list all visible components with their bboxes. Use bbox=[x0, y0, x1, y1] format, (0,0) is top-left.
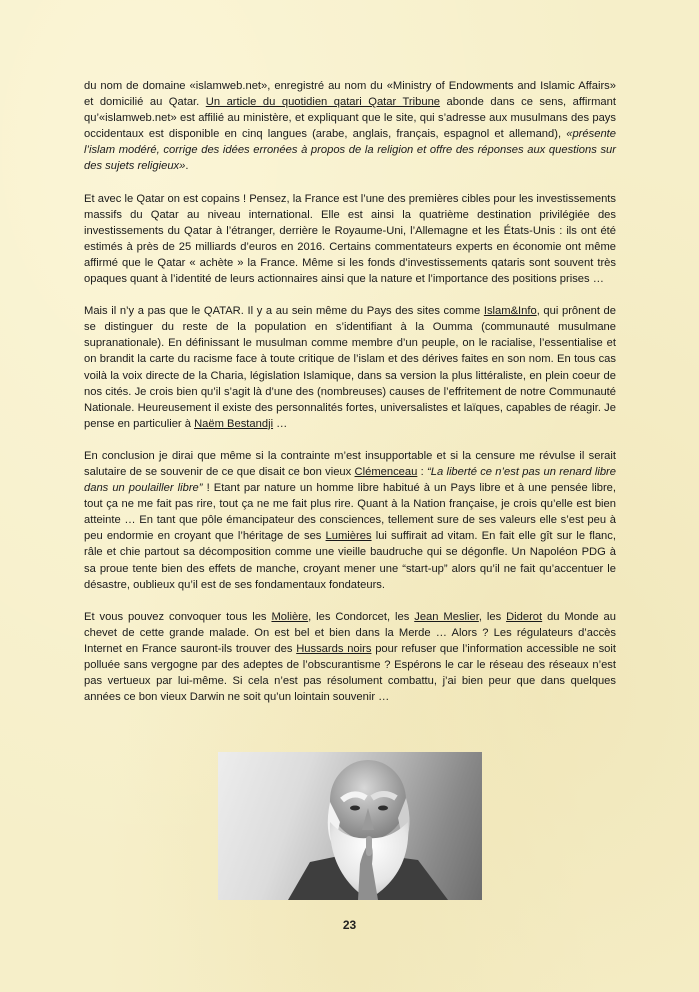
text-span: abonde dans ce sens, affirmant qu’«islamweb.net» est affilié au ministère, et expliquant que le site, qui s’adresse aux musulmans des pays occidentaux est disponible en cinq langues (arabe, anglais, français, espagnol et allemand), bbox=[84, 96, 616, 141]
quote-text: «présente l’islam modéré, corrige des idées erronées à propos de la religion et offre des réponses aux questions sur des sujets religieux» bbox=[84, 128, 616, 173]
naem-bestandji-link[interactable]: Naëm Bestandji bbox=[194, 417, 274, 430]
text-span: , qui prônent de se distinguer du reste de la population en s’identifiant à la Oumma (communauté musulmane supranationale). En définissant le musulman comme membre d’un peuple, on le racialise, l’essentialise et on brandit la carte du racisme face à toute critique de l’islam et des dérives faites en son nom. En tous cas voilà la voix directe de la Charia, législation Islamique, dans sa version la plus littéraliste, en plein coeur de nos cités. Je crois bien qu’il s’agit là d’une des (nombreuses) causes de l’effritement de notre Communauté Nationale. Heureusement il existe des personnalités fortes, universalistes et laïques, capables de réagir. Je pense en particulier à bbox=[84, 305, 616, 430]
text-span: . bbox=[185, 160, 189, 173]
diderot-link[interactable]: Diderot bbox=[506, 610, 543, 623]
text-span: Mais il n’y a pas que le QATAR. Il y a au sein même du Pays des sites comme bbox=[84, 305, 484, 318]
text-span: … bbox=[273, 417, 288, 430]
paragraph bbox=[84, 303, 616, 432]
jean-meslier-link[interactable]: Jean Meslier bbox=[414, 610, 479, 623]
islam-info-link[interactable]: Islam&Info bbox=[483, 305, 537, 318]
article-qatar-tribune-link[interactable]: Un article du quotidien qatari Qatar Tribune bbox=[205, 96, 441, 109]
paragraph bbox=[84, 448, 616, 593]
lumieres-link[interactable]: Lumières bbox=[325, 530, 372, 543]
page-number: 23 bbox=[342, 918, 357, 932]
text-span: du Monde au chevet de cette grande malade. On est bel et bien dans la Merde … Alors ? Les régulateurs d’accès Internet en France sauront-ils trouver des bbox=[84, 610, 616, 655]
paragraph bbox=[84, 191, 616, 288]
text-span: du nom de domaine «islamweb.net», enregistré au nom du «Ministry of Endowments and Islamic Affairs» et domicilié au Qatar. bbox=[84, 80, 616, 109]
text-span: Et vous pouvez convoquer tous les bbox=[84, 610, 272, 623]
paragraph bbox=[84, 78, 616, 175]
text-span: , les Condorcet, les bbox=[308, 610, 415, 623]
darwin-portrait-icon bbox=[218, 752, 482, 900]
text-span: Et avec le Qatar on est copains ! Pensez, la France est l’une des premières cibles pour les investissements massifs du Qatar au niveau international. Elle est ainsi la quatrième destination privilégiée des investissements du Qatar à l’étranger, derrière le Royaume-Uni, l’Allemagne et les États-Unis : ils ont été estimés à près de 25 milliards d’euros en 2016. Certains commentateurs experts en économie ont même affirmé que le Qatar « achète » la France. Même si les fonds d’investissements qataris sont souvent très opaques quant à l’identité de leurs actionnaires ainsi que la nature et l’importance des positions prises … bbox=[84, 192, 616, 286]
article-body bbox=[84, 78, 616, 705]
text-span: : bbox=[417, 465, 428, 478]
paragraph bbox=[84, 609, 616, 706]
hussards-noirs-link[interactable]: Hussards noirs bbox=[296, 642, 372, 655]
clemenceau-link[interactable]: Clémenceau bbox=[354, 465, 418, 478]
darwin-portrait-photo bbox=[218, 752, 482, 900]
text-span: ! Etant par nature un homme libre habitué à un Pays libre et à une pensée libre, tout ça ne me fait pas rire, tout ça ne me fait plus rire. Quant à la Nation française, je crois qu’elle est bien atteinte … En tant que pôle émancipateur des consciences, tellement sure de ses valeurs elle s’est peu à peu endormie en croyant que l’héritage de ses bbox=[84, 482, 617, 543]
moliere-link[interactable]: Molière bbox=[271, 610, 309, 623]
text-span: En conclusion je dirai que même si la contrainte m’est insupportable et si la censure me révulse il serait salutaire de se souvenir de ce que disait ce bon vieux bbox=[84, 449, 616, 478]
text-span: , les bbox=[478, 610, 507, 623]
text-span: pour refuser que l’information accessible ne soit polluée sans vergogne par des adeptes de l’obscurantisme ? Espérons le car le réseau des réseaux n’est pas vertueux par lui-même. Si cela n’est pas résolument combattu, j’ai bien peur que dans quelques années ce bon vieux Darwin ne soit qu’un lointain souvenir … bbox=[84, 642, 616, 704]
quote-text: “La liberté ce n’est pas un renard libre dans un poulailler libre” bbox=[84, 465, 617, 495]
text-span: lui suffirait ad vitam. En fait elle gît sur le flanc, râle et chie partout sa décomposition comme une vieille baudruche qui se dégonfle. Un Napoléon PDG à sa proue tente bien des effets de manche, croyant mener une “start-up” alors qu’il ne fait qu’accentuer le désastre, oublieux qu’il est de ses fondamentaux fondateurs. bbox=[84, 530, 616, 591]
